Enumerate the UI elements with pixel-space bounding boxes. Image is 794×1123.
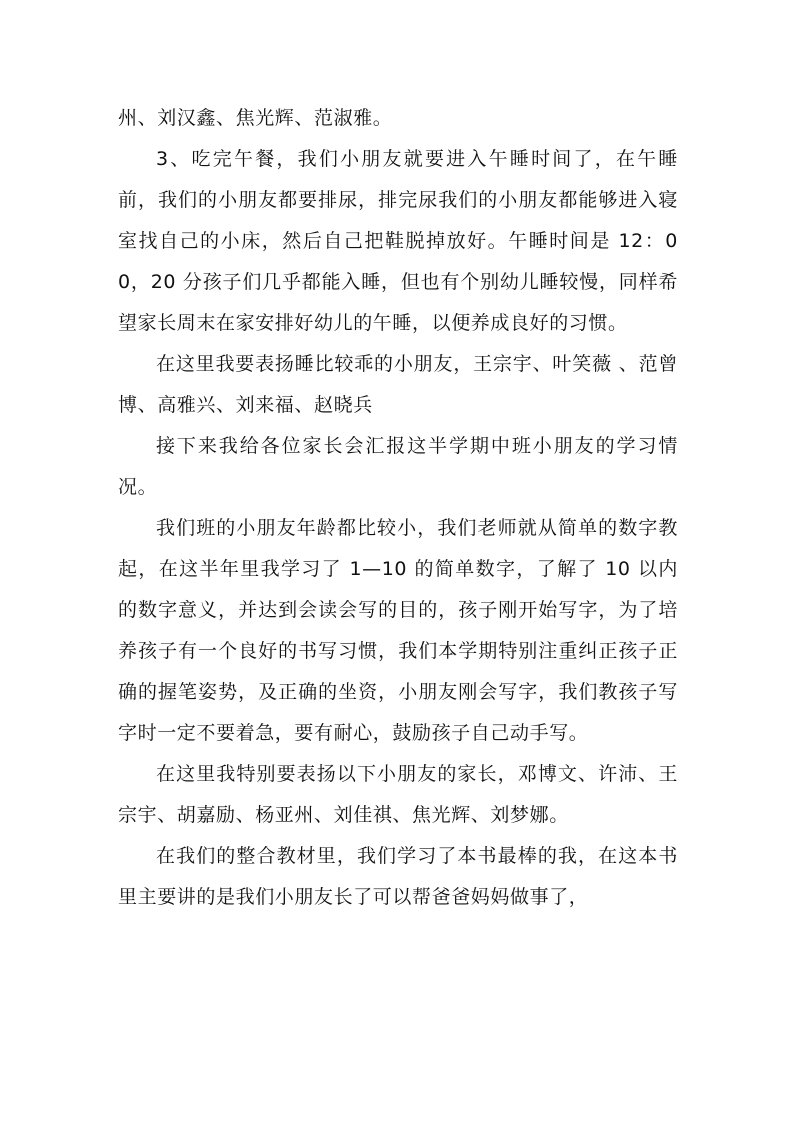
paragraph-number-learning: 我们班的小朋友年龄都比较小，我们老师就从简单的数字教起，在这半年里我学习了 1—10 的简单数字，了解了 10 以内的数字意义，并达到会读会写的目的，孩子刚开始写字，为了培养孩子有一个良好的书写习惯，我们本学期特别注重纠正孩子正确的握笔姿势，及正确的坐资，小朋友刚会写字，我们教孩子写字时一定不要着急，要有耐心，鼓励孩子自己动手写。 — [118, 517, 678, 744]
paragraph-integrated-textbook: 在我们的整合教材里，我们学习了本书最棒的我，在这本书里主要讲的是我们小朋友长了可以帮爸爸妈妈做事了， — [118, 845, 678, 908]
paragraph-study-report-intro: 接下来我给各位家长会汇报这半学期中班小朋友的学习情况。 — [118, 435, 678, 498]
paragraph-nap-time: 3、吃完午餐，我们小朋友就要进入午睡时间了，在午睡前，我们的小朋友都要排尿，排完尿我们的小朋友都能够进入寝室找自己的小床，然后自己把鞋脱掉放好。午睡时间是 12：00，20 分孩子们几乎都能入睡，但也有个别幼儿睡较慢，同样希望家长周末在家安排好幼儿的午睡，以便养成良好的习惯。 — [118, 148, 678, 334]
paragraph-nap-praise: 在这里我要表扬睡比较乖的小朋友，王宗宇、叶笑薇 、范曾博、高雅兴、刘来福、赵晓兵 — [118, 353, 678, 416]
paragraph-parent-praise: 在这里我特别要表扬以下小朋友的家长，邓博文、许沛、王宗宇、胡嘉励、杨亚州、刘佳祺、焦光辉、刘梦娜。 — [118, 763, 678, 826]
document-body — [118, 98, 678, 918]
paragraph-continued-names: 州、刘汉鑫、焦光辉、范淑雅。 — [118, 107, 393, 129]
